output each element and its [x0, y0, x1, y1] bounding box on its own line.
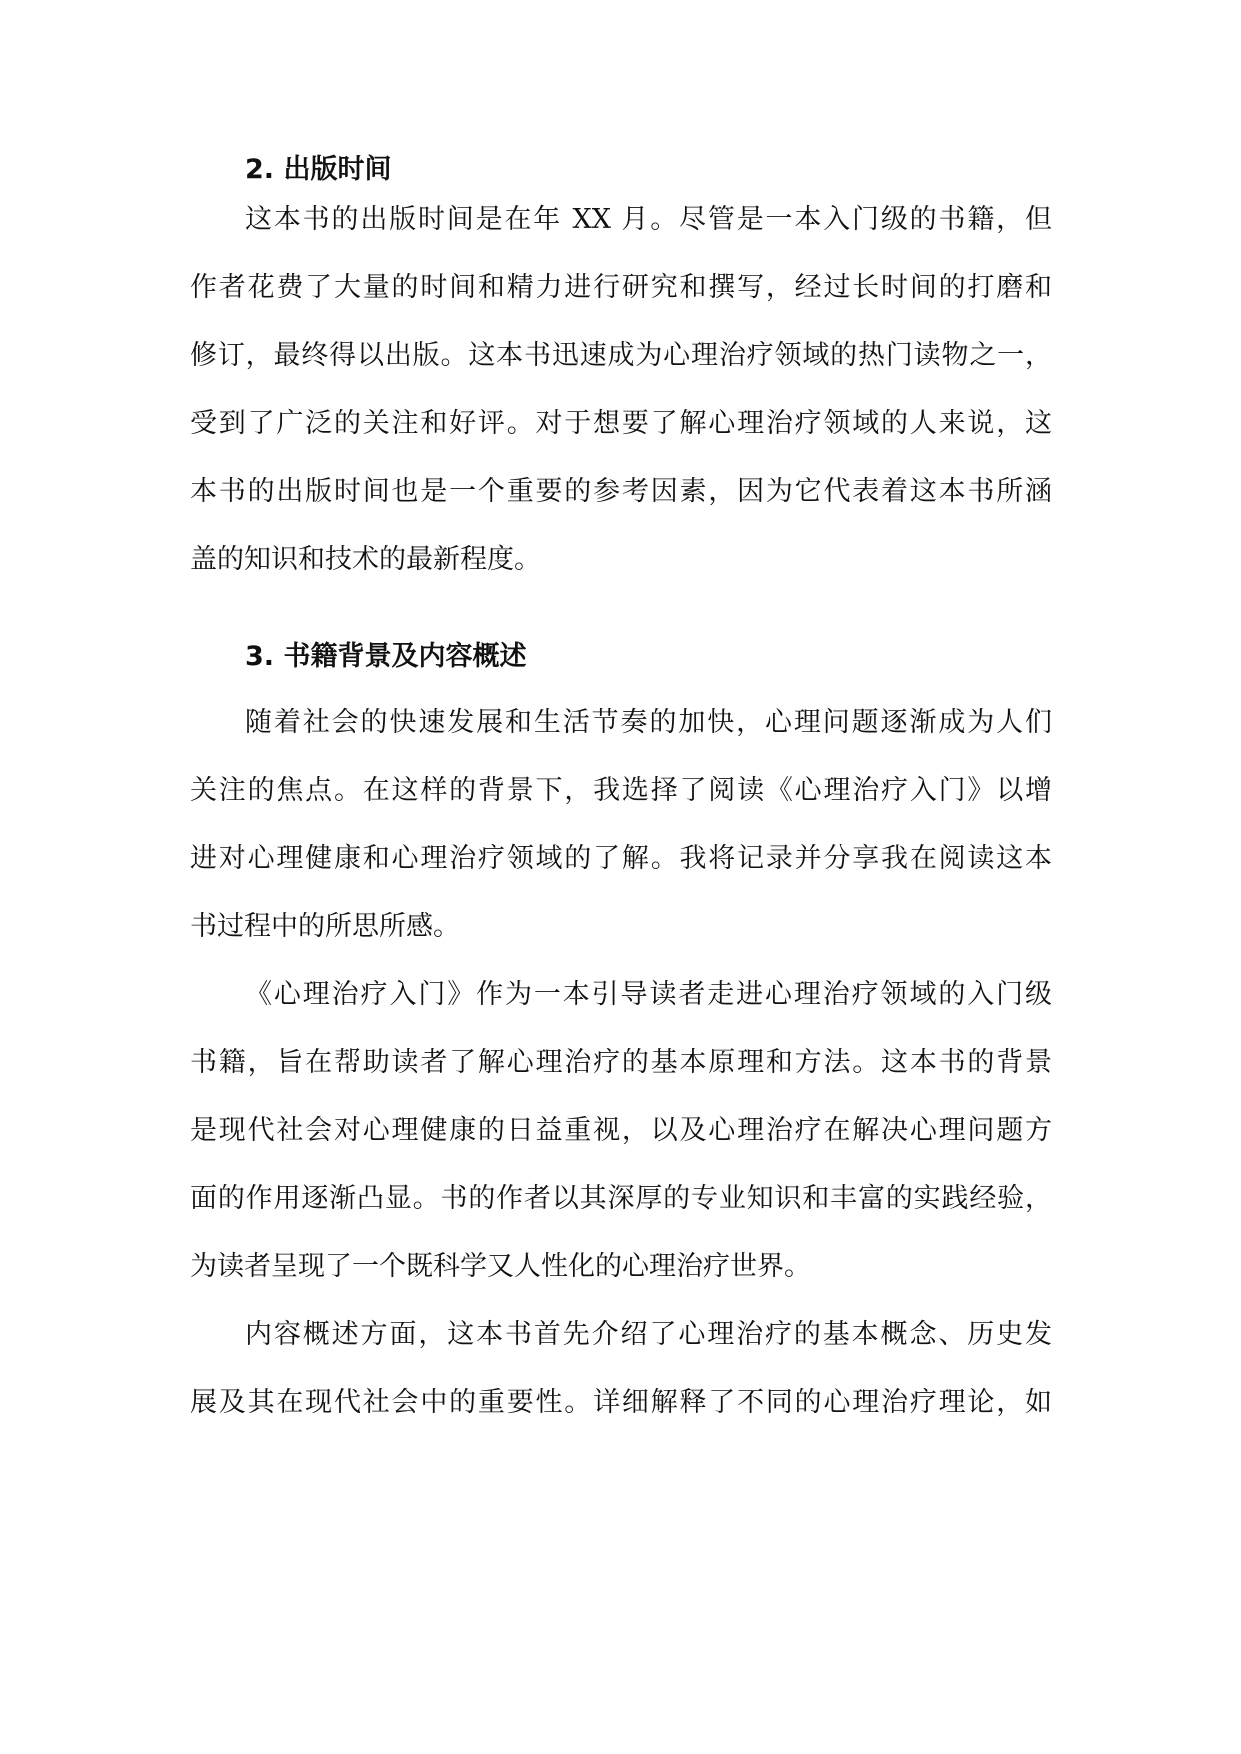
paragraph-line: 作者花费了大量的时间和精力进行研究和撰写，经过长时间的打磨和	[190, 272, 1052, 303]
paragraph-line: 修订，最终得以出版。这本书迅速成为心理治疗领域的热门读物之一，	[190, 340, 1052, 371]
paragraph-line: 书过程中的所思所感。	[190, 911, 460, 942]
section-2-heading: 2. 出版时间	[245, 154, 392, 185]
paragraph-line: 展及其在现代社会中的重要性。详细解释了不同的心理治疗理论，如	[190, 1387, 1052, 1418]
paragraph-line: 书籍，旨在帮助读者了解心理治疗的基本原理和方法。这本书的背景	[190, 1047, 1052, 1078]
paragraph-line: 是现代社会对心理健康的日益重视，以及心理治疗在解决心理问题方	[190, 1115, 1052, 1146]
paragraph-line: 为读者呈现了一个既科学又人性化的心理治疗世界。	[190, 1251, 811, 1282]
paragraph-line: 盖的知识和技术的最新程度。	[190, 544, 541, 575]
section-3-heading: 3. 书籍背景及内容概述	[245, 641, 527, 672]
paragraph-line: 进对心理健康和心理治疗领域的了解。我将记录并分享我在阅读这本	[190, 843, 1052, 874]
paragraph-line: 关注的焦点。在这样的背景下，我选择了阅读《心理治疗入门》以增	[190, 775, 1052, 806]
paragraph-line: 面的作用逐渐凸显。书的作者以其深厚的专业知识和丰富的实践经验，	[190, 1183, 1052, 1214]
paragraph-line: 随着社会的快速发展和生活节奏的加快，心理问题逐渐成为人们	[245, 707, 1052, 738]
paragraph-line: 内容概述方面，这本书首先介绍了心理治疗的基本概念、历史发	[245, 1319, 1052, 1350]
paragraph-line: 《心理治疗入门》作为一本引导读者走进心理治疗领域的入门级	[245, 979, 1052, 1010]
paragraph-line: 本书的出版时间也是一个重要的参考因素，因为它代表着这本书所涵	[190, 476, 1052, 507]
paragraph-line: 受到了广泛的关注和好评。对于想要了解心理治疗领域的人来说，这	[190, 408, 1052, 439]
paragraph-line: 这本书的出版时间是在年 XX 月。尽管是一本入门级的书籍，但	[245, 204, 1052, 235]
